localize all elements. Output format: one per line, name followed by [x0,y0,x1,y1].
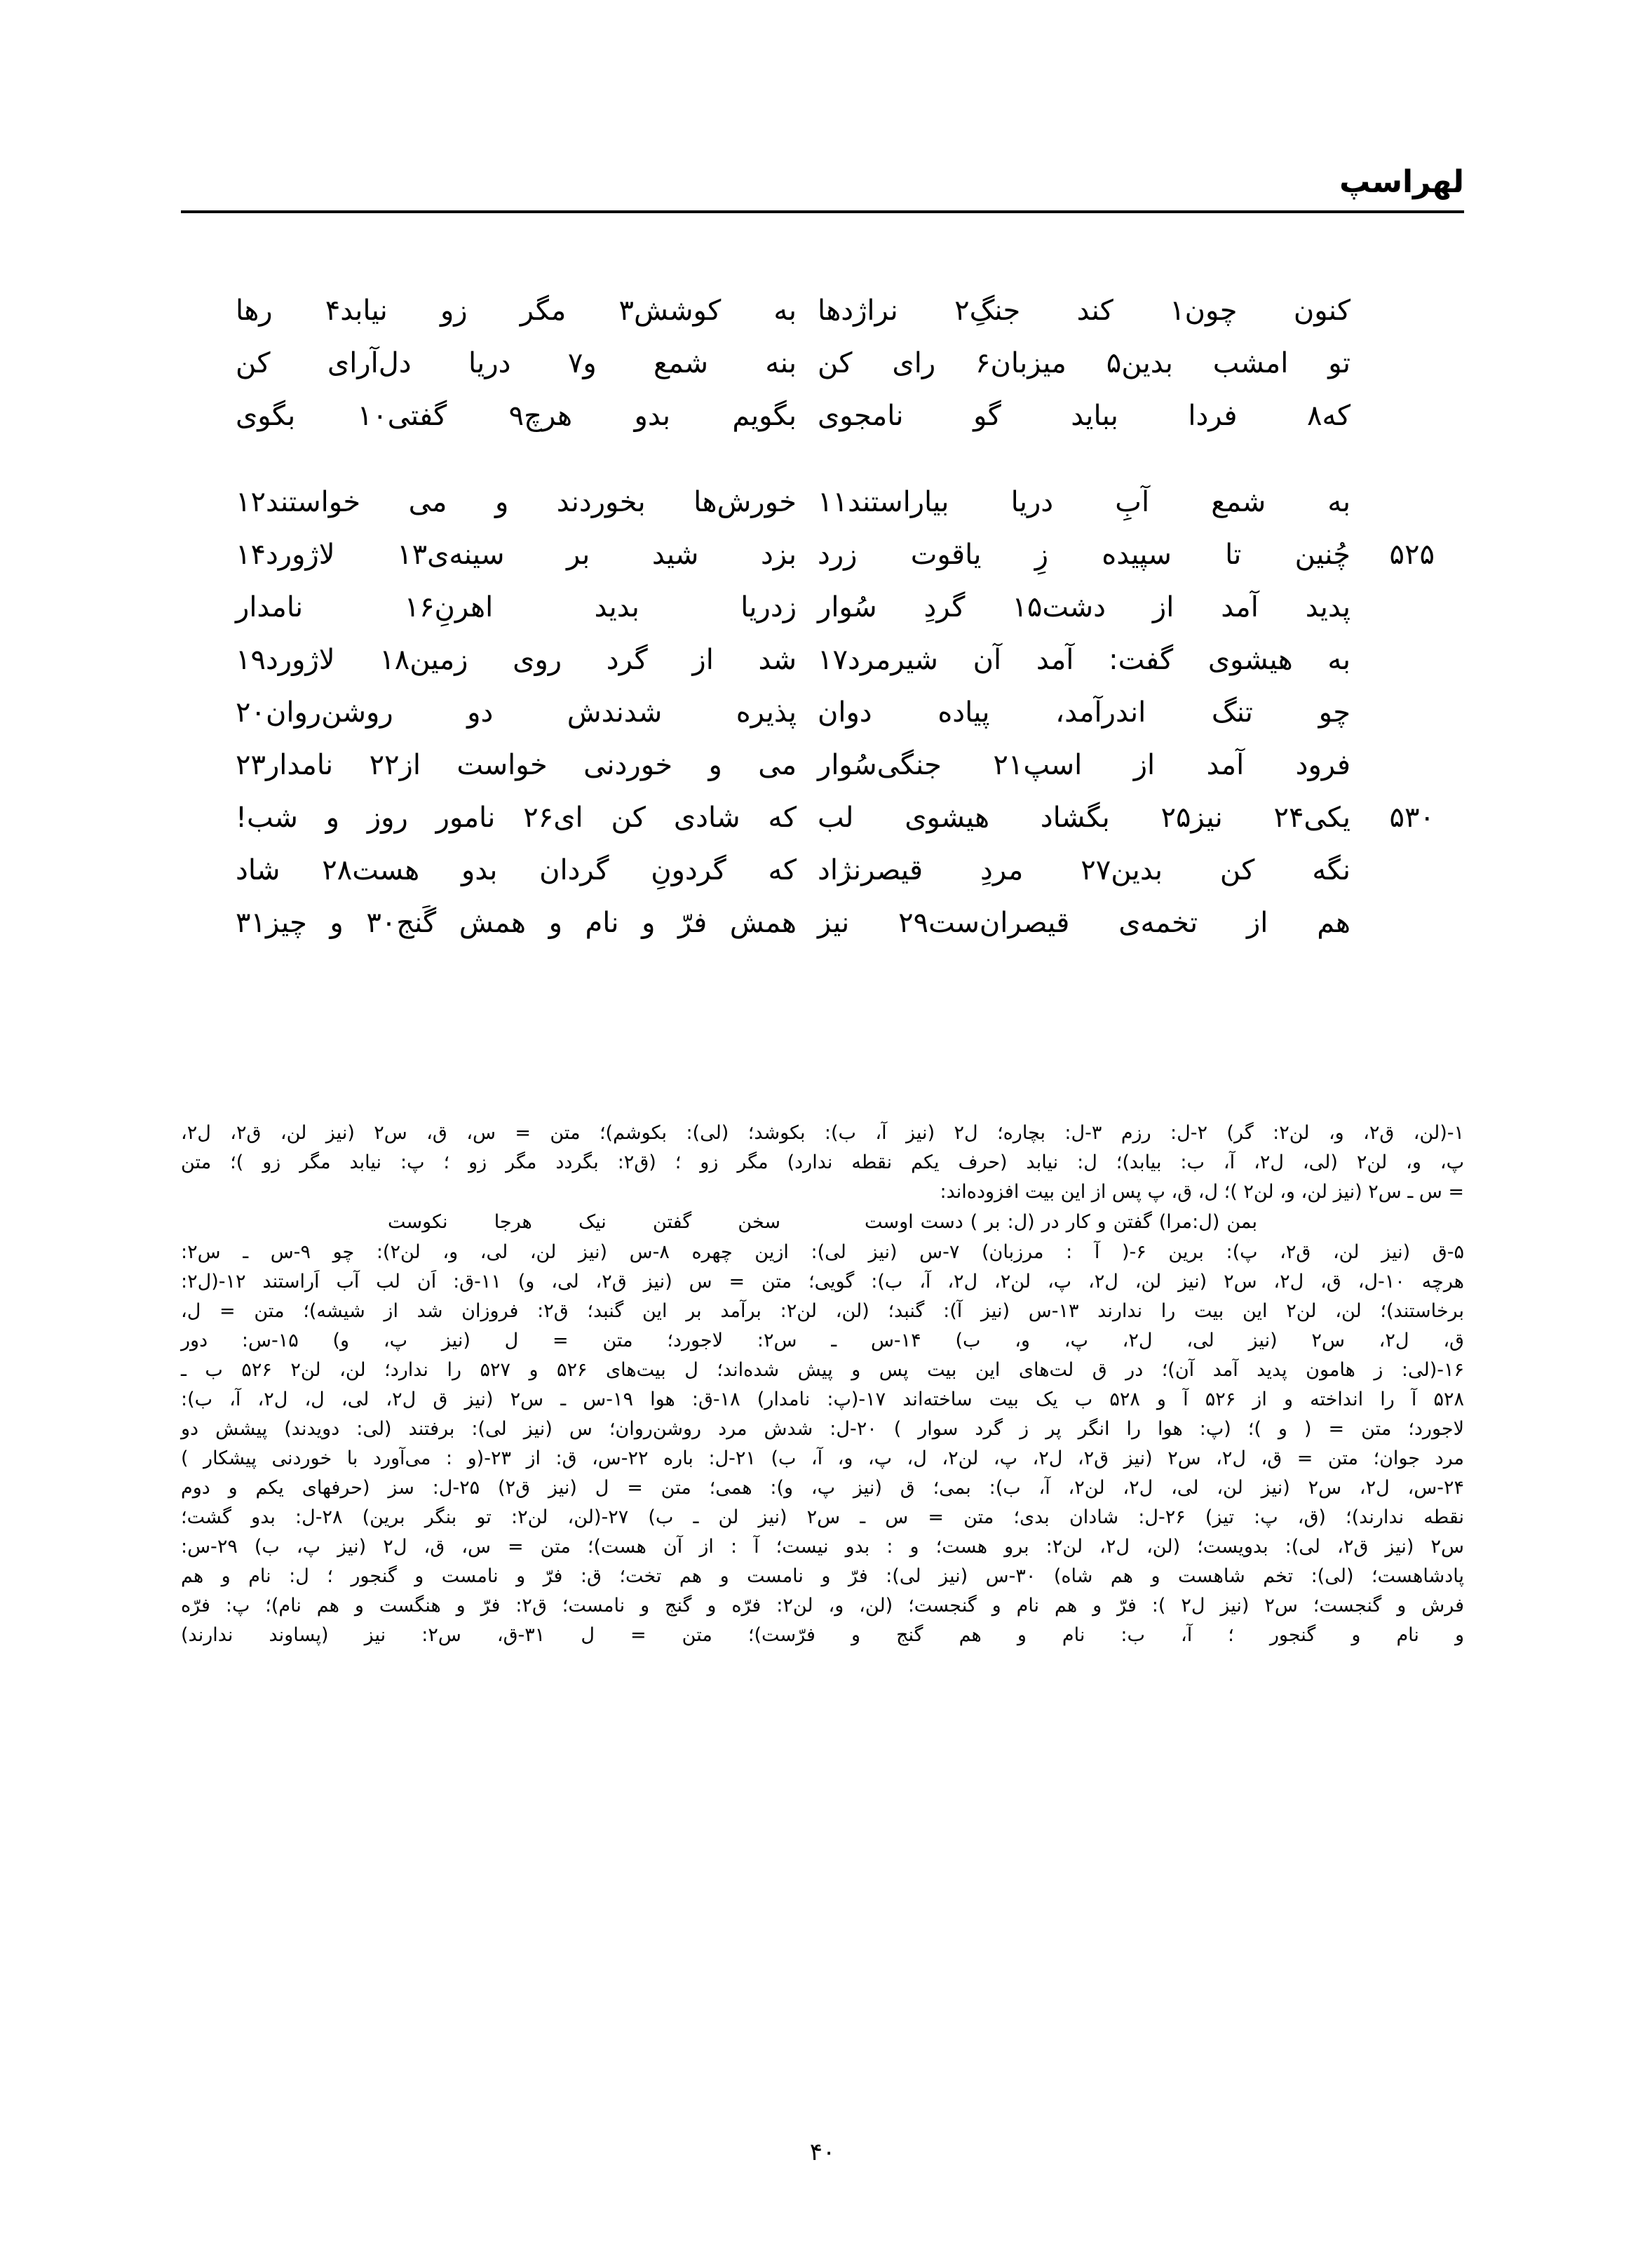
verse-line [231,959,1435,1012]
verse-line [231,644,1435,696]
verse-line [231,295,1435,347]
apparatus-line: پ، و، لن٢ (لی، ل٢، آ، ب: بیابد)؛ ل: نیابد (حرف یکم نقطه ندارد) مگر زو ؛ (ق٢: بگردد مگر زو ؛ پ: نیابد مگر زو )؛ متن [181,1152,1464,1173]
folio-number: ۴۰ [809,2138,836,2166]
hemistich-right: پدید آمد از دشت۱۵ گردِ سُوار [818,591,1350,623]
hemistich-left: بگویم بدو هرچ۹ گفتی۱۰ بگوی [236,400,797,432]
hemistich-right: به شمع آبِ دریا بیاراستند۱۱ [818,486,1350,518]
verse-number: ۵۳۰ [1389,802,1435,834]
hemistich-left: می و خوردنی خواست از۲۲ نامدار۲۳ [236,749,797,781]
apparatus-line: و نام و گنجور ؛ آ، ب: نام و هم گنج و فرّست)؛ متن = ل ۳۱-ق، س٢: نیز (پساوند ندارند) [181,1624,1464,1646]
interpolated-verse [181,1207,1464,1238]
verse-line [231,400,1435,452]
hemistich-right: فرود آمد از اسپ۲۱ جنگی‌سُوار [818,749,1350,781]
verse-line [231,591,1435,644]
apparatus-line: = س ـ س٢ (نیز لن، و، لن٢ )؛ ل، ق، پ پس از این بیت افزوده‌اند: [940,1181,1464,1203]
apparatus-line: ق، ل٢، س٢ (نیز لی، ل٢، پ، و، ب) ۱۴-س ـ س٢: لاجورد؛ متن = ل (نیز پ، و) ۱۵-س: دور [181,1330,1464,1351]
apparatus-line: پادشاهست؛ (لی): تخم شاهست و هم شاه) ۳۰-س (نیز لی): فرّ و نامست و هم تخت؛ ق: فرّ و نامست و گنجور ؛ ل: نام و هم [181,1565,1464,1587]
header-divider-rule [181,210,1464,213]
apparatus-line: س٢ (نیز ق٢، لی): بدویست؛ (لن، ل٢، لن٢: برو هست؛ و : بدو نیست؛ آ : از آن هست)؛ متن = س، ق، ل٢ (نیز پ، ب) ۲۹-س: [181,1536,1465,1558]
verse-number: ۵۲۵ [1389,539,1435,571]
apparatus-line: ۵-ق (نیز لن، ق٢، پ): برین ۶-( آ : مرزبان) ۷-س (نیز لی): ازین چهره ۸-س (نیز لن، لی، و، لن٢): چو ۹-س ـ س٢: [181,1241,1464,1263]
hemistich-left: بنه شمع و۷ دریا دل‌آرای کن [236,347,797,379]
hemistich-left: شد از گرد روی زمین۱۸ لاژورد۱۹ [236,644,797,676]
hemistich-left: پذیره شدندش دو روشن‌روان۲۰ [236,696,797,729]
apparatus-line: مرد جوان؛ متن = ق، ل٢، س٢ (نیز ق٢، ل٢، پ، لن٢، ل، پ، و، آ، ب) ۲۱-ل: باره ۲۲-س، ق: از ۲۳-(و : می‌آورد با خوردنی پیشکار ) [181,1447,1464,1469]
verse-line [231,486,1435,539]
apparatus-line: برخاستند)؛ لن، لن٢ این بیت را ندارند ۱۳-س (نیز آ): گنبد؛ (لن، لن٢: برآمد بر این گنبد؛ ق٢: فروزان شد از شیشه)؛ متن = ل، [181,1300,1464,1322]
hemistich-right: به هیشوی گفت: آمد آن شیرمرد۱۷ [818,644,1350,676]
verse-line [231,802,1435,854]
apparatus-line: لاجورد؛ متن = ( و )؛ (پ: هوا را انگر پر ز گرد سوار ) ۲۰-ل: شدش مرد روشن‌روان؛ س (نیز لی): برفتند (لی: دویدند) پیشش دو [181,1418,1464,1440]
hemistich-left: همش فرّ و نام و همش گَنج۳۰ و چیز۳۱ [236,907,797,939]
interpolated-hemistich-right: بمن (ل:مرا) گفتن و کار در (ل: بر ) دست اوست [865,1211,1257,1233]
hemistich-right: چو تنگ اندرآمد، پیاده دوان [818,696,1350,729]
page-header [181,137,1464,213]
apparatus-line: هرچه ۱۰-ل، ق، ل٢، س٢ (نیز لن، ل٢، پ، لن٢، ل٢، آ، ب): گویی؛ متن = س (نیز ق٢، لی، و) ۱۱-ق: اَن لب آب اَراستند ۱۲-(ل٢: [181,1271,1464,1292]
hemistich-right: تو امشب بدین۵ میزبان۶ رای کن [818,347,1350,379]
verse-line [231,1065,1435,1117]
running-head-title: لهراسپ [1339,164,1464,200]
hemistich-left: که شادی کن ای۲۶ نامور روز و شب! [236,802,797,834]
hemistich-left: که گردونِ گردان بدو هست۲۸ شاد [236,854,797,886]
interpolated-hemistich-left: سخن گفتن نیک هرجا نکوست [388,1211,780,1233]
verse-block [231,486,1435,1117]
verse-block [231,295,1435,452]
apparatus-line: نقطه ندارند)؛ (ق، پ: تیز) ۲۶-ل: شادان بدی؛ متن = س ـ س٢ (نیز لن ـ ب) ۲۷-(لن، لن٢: تو بنگر برین) ۲۸-ل: بدو گشت؛ [181,1506,1465,1528]
hemistich-right: یکی۲۴ نیز۲۵ بگشاد هیشوی لب [818,802,1350,834]
hemistich-left: بزد شید بر سینه‌ی۱۳ لاژورد۱۴ [236,539,797,571]
apparatus-line: ۱۶-(لی: ز هامون پدید آمد آن)؛ در ق لت‌های این بیت پس و پیش شده‌اند؛ ل بیت‌های ۵۲۶ و ۵۲۷ را ندارد؛ لن، لن٢ ۵۲۶ ب ـ [181,1359,1464,1381]
hemistich-right: کنون چون۱ کند جنگِ۲ نراژدها [818,295,1350,327]
verse-line [231,854,1435,907]
hemistich-left: خورش‌ها بخوردند و می خواستند۱۲ [236,486,797,518]
verse-line [231,696,1435,749]
apparatus-line: فرش و گنجست؛ س٢ (نیز ل٢ ): فرّ و هم نام و گنجست؛ (لن، و، لن٢: فرّه و گنج و نامست؛ ق٢: فرّ و هنگست و هم نام)؛ پ: فرّه [181,1595,1464,1616]
apparatus-line: ۲۴-س، ل٢، س٢ (نیز لن، لی، ل٢، لن٢، آ، ب): بمی؛ ق (نیز پ، و): همی؛ متن = ل (نیز ق٢) ۲۵-ل: سز (حرفهای یکم و دوم [181,1477,1465,1499]
apparatus-criticus [181,1119,1464,1650]
verse-line [231,749,1435,802]
hemistich-right: نگه کن بدین۲۷ مردِ قیصرنژاد [818,854,1350,886]
verse-line [231,539,1435,591]
hemistich-right: که۸ فردا بباید گو نامجوی [818,400,1350,432]
hemistich-right: چُنین تا سپیده زِ یاقوت زرد [818,539,1350,571]
hemistich-right: هم از تخمه‌ی قیصران‌ست۲۹ نیز [818,907,1350,939]
verse-body [231,295,1435,1151]
verse-line [231,1012,1435,1065]
apparatus-line: ۵۲۸ آ را انداخته و از ۵۲۶ آ و ۵۲۸ ب یک بیت ساخته‌اند ۱۷-(پ: نامدار) ۱۸-ق: هوا ۱۹-س ـ س٢ (نیز ق ل٢، لی، ل، ل٢، آ، ب): [181,1389,1464,1410]
apparatus-line: ۱-(لن، ق٢، و، لن٢: گر) ۲-ل: رزم ۳-ل: بچاره؛ ل٢ (نیز آ، ب): بکوشد؛ (لی): بکوشم)؛ متن = س، ق، س٢ (نیز لن، ق٢، ل٢، [181,1122,1464,1144]
hemistich-left: زدریا بدید اهرنِ۱۶ نامدار [236,591,797,623]
verse-line [231,907,1435,959]
hemistich-left: به کوشش۳ مگر زو نیابد۴ رها [236,295,797,327]
verse-line [231,347,1435,400]
